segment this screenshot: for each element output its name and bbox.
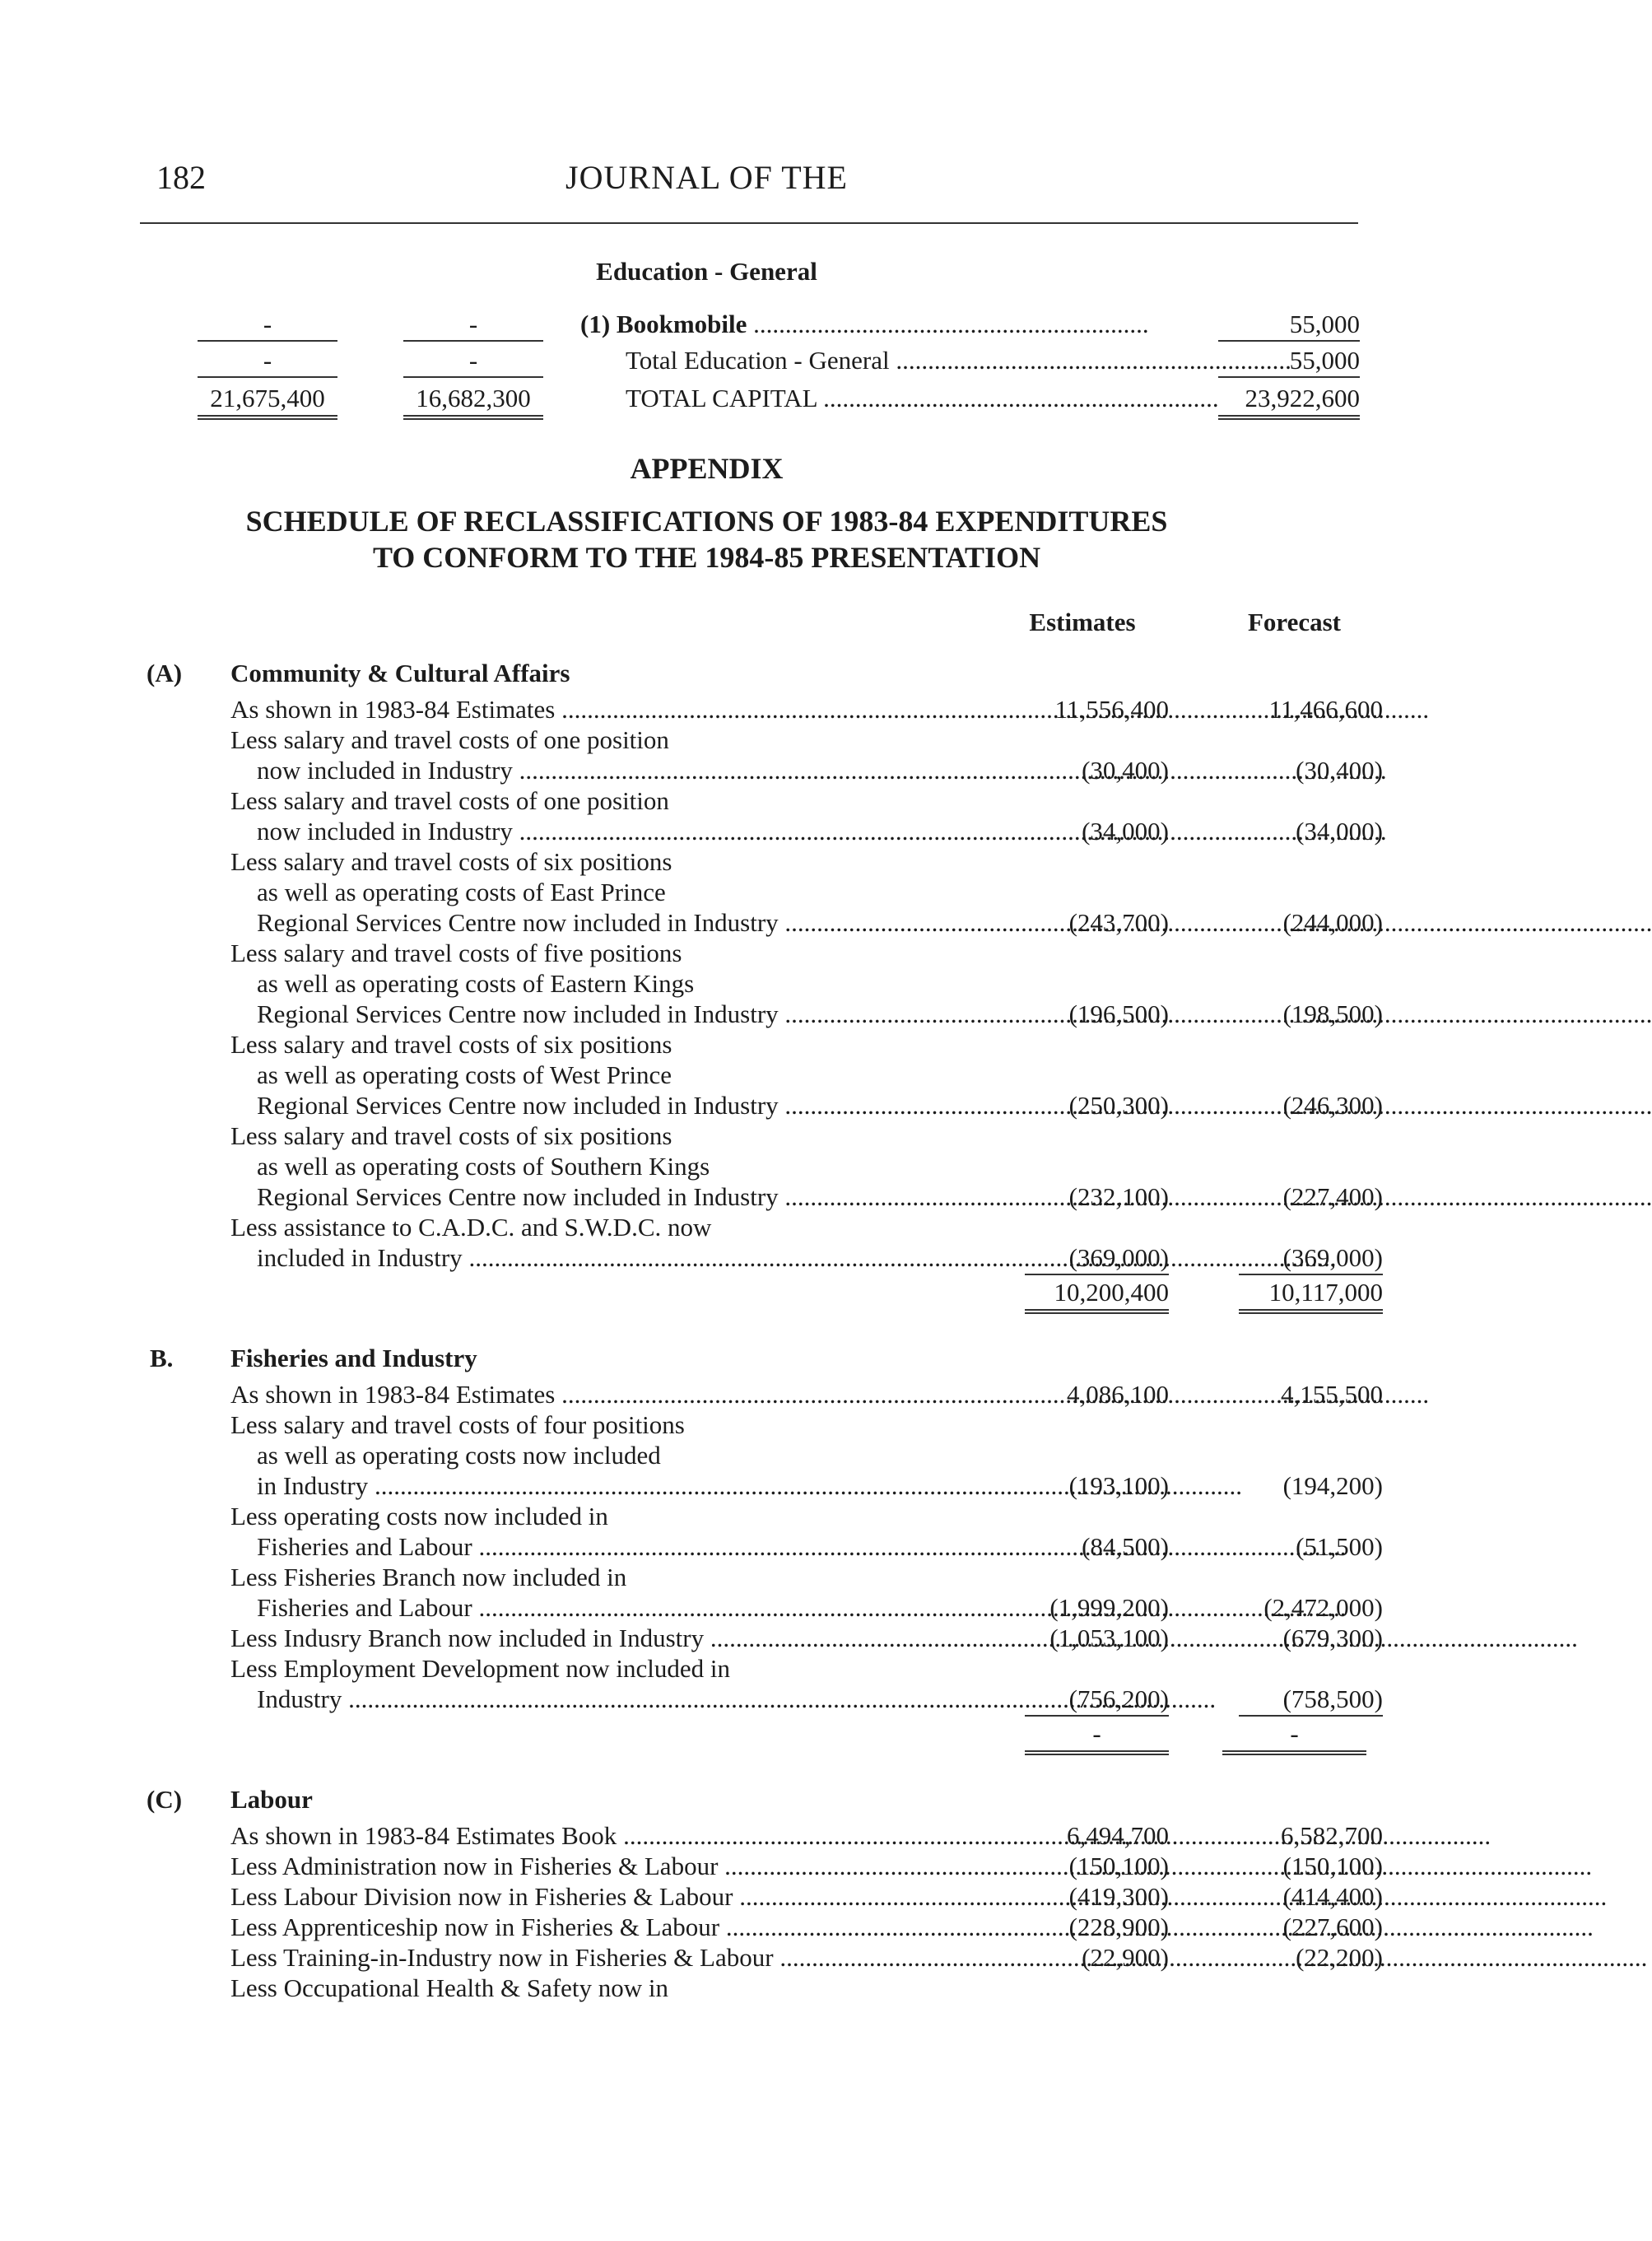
section-c-line: Less Apprenticeship now in Fisheries & Labour .....: [230, 1913, 971, 1942]
section-c-forecast: (414,400): [1282, 1882, 1383, 1911]
capital-row-1-col-2: -: [403, 310, 543, 342]
section-b-line: Less Fisheries Branch now included in: [230, 1563, 627, 1591]
section-a-line: Regional Services Centre now included in Industry .....: [257, 908, 971, 938]
section-c-estimate: (150,100): [1068, 1852, 1169, 1880]
section-a-line: now included in Industry .....: [257, 817, 971, 846]
section-b-line: As shown in 1983-84 Estimates .....: [230, 1380, 971, 1409]
section-b-forecast: 4,155,500: [1281, 1380, 1383, 1409]
section-c-forecast: 6,582,700: [1281, 1821, 1383, 1850]
capital-row-2-col-1: -: [198, 346, 337, 378]
section-a-forecast: 11,466,600: [1268, 695, 1383, 724]
section-b-total-estimate: -: [1025, 1719, 1169, 1755]
section-a-estimate: (30,400): [1082, 756, 1169, 785]
capital-row-3-label: TOTAL CAPITAL ..............................................................: [626, 384, 1219, 412]
section-a-forecast: (30,400): [1296, 756, 1383, 785]
section-c-line: Less Administration now in Fisheries & Labour .....: [230, 1852, 971, 1881]
section-b-name: Fisheries and Industry: [230, 1344, 477, 1372]
section-a-line: Less salary and travel costs of one position: [230, 725, 669, 754]
section-b-line: Less salary and travel costs of four positions: [230, 1410, 685, 1439]
section-b-letter: B.: [150, 1344, 174, 1372]
page-number: 182: [156, 159, 206, 196]
section-c-line: Less Occupational Health & Safety now in: [230, 1973, 669, 2002]
section-c-forecast: (227,600): [1282, 1913, 1383, 1941]
section-a-line: Less assistance to C.A.D.C. and S.W.D.C. now: [230, 1213, 712, 1242]
capital-row-3-col-2: 16,682,300: [403, 384, 543, 420]
section-a-forecast: (246,300): [1282, 1091, 1383, 1120]
section-b-line: Fisheries and Labour .....: [257, 1532, 971, 1562]
section-b-line: Less Indusry Branch now included in Industry .....: [230, 1624, 971, 1653]
section-b-line: Fisheries and Labour .....: [257, 1593, 971, 1623]
section-b-line: Less operating costs now included in: [230, 1502, 608, 1530]
section-a-line: as well as operating costs of Southern Kings: [257, 1152, 710, 1181]
section-a-line: Less salary and travel costs of six positions: [230, 1121, 672, 1150]
education-general-title: Education - General: [596, 257, 817, 286]
section-a-forecast: (34,000): [1296, 817, 1383, 846]
section-b-estimate: (84,500): [1082, 1532, 1169, 1561]
section-c-line: As shown in 1983-84 Estimates Book .....: [230, 1821, 971, 1851]
section-b-estimate: 4,086,100: [1067, 1380, 1169, 1409]
section-a-line: As shown in 1983-84 Estimates .....: [230, 695, 971, 724]
section-a-estimate: (196,500): [1068, 999, 1169, 1028]
section-b-line: Less Employment Development now included in: [230, 1654, 730, 1683]
section-b-line: in Industry .....: [257, 1471, 971, 1501]
section-a-letter: (A): [147, 659, 183, 687]
section-b-forecast: (51,500): [1296, 1532, 1383, 1561]
appendix-title: APPENDIX: [630, 452, 784, 485]
section-a-line: as well as operating costs of Eastern Kings: [257, 969, 695, 998]
section-a-line: Less salary and travel costs of six positions: [230, 847, 672, 876]
section-a-line: Regional Services Centre now included in Industry .....: [257, 999, 971, 1029]
header-rule: [140, 222, 1358, 224]
section-a-total-forecast: 10,117,000: [1218, 1278, 1383, 1314]
section-c-forecast: (22,200): [1296, 1943, 1383, 1972]
section-a-estimate: (232,100): [1068, 1182, 1169, 1211]
section-c-estimate: (228,900): [1068, 1913, 1169, 1941]
section-b-estimate: (756,200): [1021, 1684, 1169, 1717]
section-a-line: Less salary and travel costs of five positions: [230, 939, 682, 967]
appendix-subtitle-2: TO CONFORM TO THE 1984-85 PRESENTATION: [372, 541, 1041, 574]
section-c-forecast: (150,100): [1282, 1852, 1383, 1880]
section-b-forecast: (194,200): [1282, 1471, 1383, 1500]
section-a-total-estimate: 10,200,400: [1021, 1278, 1169, 1314]
section-a-estimate: (250,300): [1068, 1091, 1169, 1120]
capital-row-2-value: 55,000: [1218, 346, 1360, 378]
section-c-name: Labour: [230, 1785, 313, 1814]
capital-row-2-col-2: -: [403, 346, 543, 378]
capital-row-2-label: Total Education - General ..............................................................: [626, 346, 1291, 375]
section-a-forecast: (244,000): [1282, 908, 1383, 937]
section-a-line: Regional Services Centre now included in Industry .....: [257, 1182, 971, 1212]
section-b-forecast: (758,500): [1218, 1684, 1383, 1717]
section-c-letter: (C): [147, 1785, 183, 1814]
section-c-line: Less Labour Division now in Fisheries & Labour .....: [230, 1882, 971, 1912]
section-a-line: now included in Industry .....: [257, 756, 971, 785]
capital-row-1-value: 55,000: [1218, 310, 1360, 342]
section-c-line: Less Training-in-Industry now in Fisheries & Labour .....: [230, 1943, 971, 1973]
capital-row-1-col-1: -: [198, 310, 337, 342]
section-b-estimate: (193,100): [1068, 1471, 1169, 1500]
section-b-estimate: (1,053,100): [1049, 1624, 1169, 1652]
section-b-line: as well as operating costs now included: [257, 1441, 661, 1470]
section-a-estimate: 11,556,400: [1054, 695, 1169, 724]
section-a-estimate: (243,700): [1068, 908, 1169, 937]
section-c-estimate: 6,494,700: [1067, 1821, 1169, 1850]
capital-row-1-label: (1) Bookmobile ..............................................................: [580, 310, 1149, 338]
appendix-subtitle-1: SCHEDULE OF RECLASSIFICATIONS OF 1983-84 EXPENDITURES: [245, 505, 1168, 538]
section-a-estimate: (34,000): [1082, 817, 1169, 846]
section-a-line: as well as operating costs of West Prince: [257, 1060, 672, 1089]
column-header-forecast: Forecast: [1247, 608, 1342, 636]
capital-row-3-value: 23,922,600: [1218, 384, 1360, 420]
section-a-line: Less salary and travel costs of one position: [230, 786, 669, 815]
section-a-line: included in Industry .....: [257, 1243, 971, 1273]
column-header-estimates: Estimates: [1029, 608, 1136, 636]
section-a-estimate: (369,000): [1021, 1243, 1169, 1275]
section-a-line: Less salary and travel costs of six positions: [230, 1030, 672, 1059]
section-a-forecast: (369,000): [1218, 1243, 1383, 1275]
section-b-forecast: (2,472,000): [1263, 1593, 1383, 1622]
section-b-estimate: (1,999,200): [1049, 1593, 1169, 1622]
page-header-title: JOURNAL OF THE: [565, 159, 848, 196]
section-b-total-forecast: -: [1222, 1719, 1366, 1755]
section-b-line: Industry .....: [257, 1684, 971, 1714]
section-a-name: Community & Cultural Affairs: [230, 659, 570, 687]
section-a-line: as well as operating costs of East Prince: [257, 878, 666, 906]
section-c-estimate: (419,300): [1068, 1882, 1169, 1911]
section-b-forecast: (679,300): [1282, 1624, 1383, 1652]
section-a-forecast: (198,500): [1282, 999, 1383, 1028]
section-c-estimate: (22,900): [1082, 1943, 1169, 1972]
capital-row-3-col-1: 21,675,400: [198, 384, 337, 420]
section-a-line: Regional Services Centre now included in Industry .....: [257, 1091, 971, 1120]
section-a-forecast: (227,400): [1282, 1182, 1383, 1211]
